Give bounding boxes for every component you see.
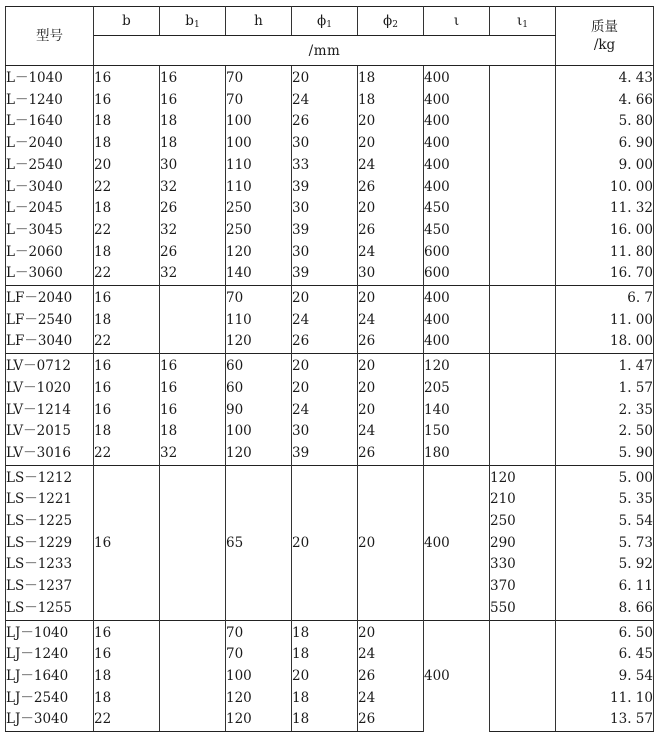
model-cell: LS－1221 bbox=[6, 489, 94, 511]
value-cell-b: 18 bbox=[94, 198, 160, 220]
value-cell-h: 140 bbox=[226, 263, 292, 285]
mass-cell: 1. 47 bbox=[556, 354, 654, 378]
shared-value-cell-phi1: 20 bbox=[292, 465, 358, 620]
value-cell-h: 120 bbox=[226, 688, 292, 710]
value-cell-b: 22 bbox=[94, 177, 160, 199]
value-cell-b1 bbox=[160, 709, 226, 731]
model-cell: L－3060 bbox=[6, 263, 94, 285]
value-cell-b1: 30 bbox=[160, 155, 226, 177]
value-cell-phi2: 26 bbox=[358, 220, 424, 242]
model-cell: LV－0712 bbox=[6, 354, 94, 378]
mass-cell: 6. 90 bbox=[556, 133, 654, 155]
group-lf bbox=[6, 286, 654, 354]
value-cell-l1: 290 bbox=[490, 533, 556, 555]
model-cell: LV－1020 bbox=[6, 378, 94, 400]
value-cell-b1: 18 bbox=[160, 133, 226, 155]
value-cell-phi1: 24 bbox=[292, 310, 358, 332]
table-row bbox=[6, 400, 654, 422]
mass-cell: 11. 80 bbox=[556, 242, 654, 264]
value-cell-l1 bbox=[490, 263, 556, 285]
table-row bbox=[6, 155, 654, 177]
value-cell-phi1: 18 bbox=[292, 620, 358, 644]
mass-cell: 11. 32 bbox=[556, 198, 654, 220]
mass-cell: 4. 66 bbox=[556, 90, 654, 112]
value-cell-phi1: 20 bbox=[292, 354, 358, 378]
value-cell-h: 60 bbox=[226, 378, 292, 400]
value-cell-h: 250 bbox=[226, 198, 292, 220]
table-row bbox=[6, 354, 654, 378]
value-cell-l1: 120 bbox=[490, 465, 556, 489]
value-cell-phi1: 24 bbox=[292, 90, 358, 112]
model-cell: LS－1255 bbox=[6, 598, 94, 620]
table-row bbox=[6, 666, 654, 688]
value-cell-l: 450 bbox=[424, 220, 490, 242]
param-header-h: h bbox=[226, 7, 292, 36]
value-cell-b: 22 bbox=[94, 331, 160, 353]
value-cell-h: 70 bbox=[226, 644, 292, 666]
mass-cell: 4. 43 bbox=[556, 66, 654, 90]
value-cell-l1 bbox=[490, 286, 556, 310]
mass-cell: 10. 00 bbox=[556, 177, 654, 199]
value-cell-phi2: 24 bbox=[358, 644, 424, 666]
model-cell: LJ－1640 bbox=[6, 666, 94, 688]
value-cell-phi2: 24 bbox=[358, 155, 424, 177]
value-cell-phi1: 20 bbox=[292, 286, 358, 310]
model-cell: LJ－2540 bbox=[6, 688, 94, 710]
value-cell-l1 bbox=[490, 378, 556, 400]
mass-cell: 2. 50 bbox=[556, 421, 654, 443]
value-cell-b: 22 bbox=[94, 220, 160, 242]
value-cell-b: 18 bbox=[94, 666, 160, 688]
model-cell: LS－1229 bbox=[6, 533, 94, 555]
model-cell: LJ－3040 bbox=[6, 709, 94, 731]
model-cell: LJ－1240 bbox=[6, 644, 94, 666]
value-cell-phi2: 20 bbox=[358, 133, 424, 155]
value-cell-b: 18 bbox=[94, 421, 160, 443]
value-cell-h: 120 bbox=[226, 331, 292, 353]
model-cell: LS－1233 bbox=[6, 554, 94, 576]
value-cell-b1: 16 bbox=[160, 66, 226, 90]
unit-header: /mm bbox=[94, 36, 556, 66]
value-cell-h: 60 bbox=[226, 354, 292, 378]
value-cell-b1: 32 bbox=[160, 263, 226, 285]
value-cell-phi1: 39 bbox=[292, 443, 358, 465]
value-cell-b1 bbox=[160, 331, 226, 353]
group-lv bbox=[6, 354, 654, 466]
value-cell-l: 400 bbox=[424, 286, 490, 310]
mass-cell: 9. 54 bbox=[556, 666, 654, 688]
value-cell-b: 20 bbox=[94, 155, 160, 177]
value-cell-l1 bbox=[490, 177, 556, 199]
mass-cell: 16. 70 bbox=[556, 263, 654, 285]
mass-cell: 6. 11 bbox=[556, 576, 654, 598]
value-cell-l: 205 bbox=[424, 378, 490, 400]
spec-table bbox=[5, 6, 654, 732]
value-cell-b1 bbox=[160, 310, 226, 332]
value-cell-phi1: 20 bbox=[292, 666, 358, 688]
value-cell-h: 100 bbox=[226, 133, 292, 155]
table-row bbox=[6, 709, 654, 731]
value-cell-l1 bbox=[490, 443, 556, 465]
value-cell-h: 120 bbox=[226, 242, 292, 264]
model-cell: LS－1225 bbox=[6, 511, 94, 533]
value-cell-phi1: 26 bbox=[292, 111, 358, 133]
value-cell-l1 bbox=[490, 400, 556, 422]
value-cell-l1 bbox=[490, 220, 556, 242]
value-cell-l: 180 bbox=[424, 443, 490, 465]
value-cell-b1: 18 bbox=[160, 111, 226, 133]
mass-column-header bbox=[556, 7, 654, 66]
value-cell-l: 400 bbox=[424, 331, 490, 353]
value-cell-b: 18 bbox=[94, 111, 160, 133]
value-cell-b1: 26 bbox=[160, 198, 226, 220]
value-cell-phi2: 20 bbox=[358, 620, 424, 644]
model-cell: LV－3016 bbox=[6, 443, 94, 465]
value-cell-phi2: 26 bbox=[358, 709, 424, 731]
value-cell-l: 600 bbox=[424, 263, 490, 285]
value-cell-b1: 16 bbox=[160, 400, 226, 422]
model-cell: LS－1237 bbox=[6, 576, 94, 598]
mass-cell: 11. 10 bbox=[556, 688, 654, 710]
value-cell-l1 bbox=[490, 620, 556, 644]
model-cell: LF－3040 bbox=[6, 331, 94, 353]
value-cell-l1: 330 bbox=[490, 554, 556, 576]
table-row bbox=[6, 465, 654, 489]
value-cell-h: 100 bbox=[226, 111, 292, 133]
mass-cell: 8. 66 bbox=[556, 598, 654, 620]
value-cell-phi1: 20 bbox=[292, 378, 358, 400]
value-cell-l: 120 bbox=[424, 354, 490, 378]
value-cell-phi2: 24 bbox=[358, 688, 424, 710]
value-cell-l1 bbox=[490, 66, 556, 90]
value-cell-phi2: 20 bbox=[358, 286, 424, 310]
mass-cell: 6. 7 bbox=[556, 286, 654, 310]
value-cell-b: 16 bbox=[94, 354, 160, 378]
model-cell: L－1240 bbox=[6, 90, 94, 112]
value-cell-phi2: 20 bbox=[358, 198, 424, 220]
value-cell-l1 bbox=[490, 133, 556, 155]
shared-value-cell-phi2: 20 bbox=[358, 465, 424, 620]
value-cell-b1: 16 bbox=[160, 378, 226, 400]
shared-value-cell-b1 bbox=[160, 465, 226, 620]
table-row bbox=[6, 331, 654, 353]
value-cell-l1 bbox=[490, 709, 556, 731]
mass-cell: 11. 00 bbox=[556, 310, 654, 332]
value-cell-phi1: 30 bbox=[292, 198, 358, 220]
group-ls bbox=[6, 465, 654, 620]
value-cell-b: 16 bbox=[94, 90, 160, 112]
table-row bbox=[6, 443, 654, 465]
group-l bbox=[6, 66, 654, 286]
value-cell-b: 22 bbox=[94, 263, 160, 285]
value-cell-phi1: 30 bbox=[292, 242, 358, 264]
model-cell: L－2060 bbox=[6, 242, 94, 264]
value-cell-l1 bbox=[490, 688, 556, 710]
model-cell: L－2045 bbox=[6, 198, 94, 220]
table-row bbox=[6, 198, 654, 220]
model-cell: L－1040 bbox=[6, 66, 94, 90]
table-row bbox=[6, 133, 654, 155]
value-cell-h: 250 bbox=[226, 220, 292, 242]
value-cell-h: 70 bbox=[226, 286, 292, 310]
value-cell-l1: 250 bbox=[490, 511, 556, 533]
value-cell-b1: 32 bbox=[160, 443, 226, 465]
table-header bbox=[6, 7, 654, 66]
value-cell-h: 100 bbox=[226, 666, 292, 688]
mass-cell: 1. 57 bbox=[556, 378, 654, 400]
value-cell-b1: 26 bbox=[160, 242, 226, 264]
value-cell-h: 120 bbox=[226, 443, 292, 465]
value-cell-b: 18 bbox=[94, 310, 160, 332]
mass-cell: 5. 00 bbox=[556, 465, 654, 489]
value-cell-l: 140 bbox=[424, 400, 490, 422]
value-cell-l1 bbox=[490, 331, 556, 353]
value-cell-phi1: 26 bbox=[292, 331, 358, 353]
value-cell-phi2: 18 bbox=[358, 90, 424, 112]
mass-cell: 5. 80 bbox=[556, 111, 654, 133]
value-cell-phi1: 33 bbox=[292, 155, 358, 177]
model-cell: L－3045 bbox=[6, 220, 94, 242]
value-cell-h: 70 bbox=[226, 620, 292, 644]
value-cell-phi1: 18 bbox=[292, 709, 358, 731]
value-cell-b1 bbox=[160, 620, 226, 644]
value-cell-phi2: 24 bbox=[358, 421, 424, 443]
value-cell-phi1: 18 bbox=[292, 644, 358, 666]
model-cell: L－3040 bbox=[6, 177, 94, 199]
mass-cell: 6. 45 bbox=[556, 644, 654, 666]
model-cell: LV－2015 bbox=[6, 421, 94, 443]
shared-value-cell-b: 16 bbox=[94, 465, 160, 620]
model-cell: LF－2540 bbox=[6, 310, 94, 332]
table-row bbox=[6, 286, 654, 310]
mass-cell: 9. 00 bbox=[556, 155, 654, 177]
value-cell-l1 bbox=[490, 242, 556, 264]
value-cell-b1 bbox=[160, 666, 226, 688]
model-cell: LF－2040 bbox=[6, 286, 94, 310]
table-row bbox=[6, 111, 654, 133]
mass-cell: 18. 00 bbox=[556, 331, 654, 353]
value-cell-h: 70 bbox=[226, 66, 292, 90]
value-cell-phi1: 24 bbox=[292, 400, 358, 422]
value-cell-phi2: 26 bbox=[358, 177, 424, 199]
value-cell-b: 16 bbox=[94, 378, 160, 400]
value-cell-phi1: 30 bbox=[292, 421, 358, 443]
mass-cell: 13. 57 bbox=[556, 709, 654, 731]
value-cell-b: 18 bbox=[94, 688, 160, 710]
table-row bbox=[6, 90, 654, 112]
value-cell-l: 150 bbox=[424, 421, 490, 443]
value-cell-h: 110 bbox=[226, 310, 292, 332]
value-cell-b: 22 bbox=[94, 709, 160, 731]
mass-header-label: 质量 bbox=[591, 19, 618, 35]
param-header-l1: $\iota_1$ bbox=[490, 7, 556, 36]
model-cell: L－2540 bbox=[6, 155, 94, 177]
value-cell-l: 600 bbox=[424, 242, 490, 264]
value-cell-b1: 18 bbox=[160, 421, 226, 443]
table-row bbox=[6, 263, 654, 285]
value-cell-phi2: 20 bbox=[358, 354, 424, 378]
value-cell-phi2: 26 bbox=[358, 666, 424, 688]
value-cell-h: 110 bbox=[226, 155, 292, 177]
param-header-l: ι bbox=[424, 7, 490, 36]
value-cell-b1: 16 bbox=[160, 354, 226, 378]
model-cell: LV－1214 bbox=[6, 400, 94, 422]
value-cell-b: 18 bbox=[94, 242, 160, 264]
value-cell-b: 16 bbox=[94, 400, 160, 422]
value-cell-phi2: 26 bbox=[358, 443, 424, 465]
value-cell-b: 16 bbox=[94, 66, 160, 90]
value-cell-h: 120 bbox=[226, 709, 292, 731]
table-row bbox=[6, 177, 654, 199]
value-cell-phi2: 24 bbox=[358, 242, 424, 264]
mass-cell: 5. 54 bbox=[556, 511, 654, 533]
value-cell-l: 400 bbox=[424, 155, 490, 177]
mass-cell: 2. 35 bbox=[556, 400, 654, 422]
table-row bbox=[6, 620, 654, 644]
value-cell-l1 bbox=[490, 90, 556, 112]
shared-value-cell-l: 400 bbox=[424, 620, 490, 732]
value-cell-h: 100 bbox=[226, 421, 292, 443]
group-lj bbox=[6, 620, 654, 732]
value-cell-l1 bbox=[490, 198, 556, 220]
value-cell-phi1: 20 bbox=[292, 66, 358, 90]
value-cell-phi2: 20 bbox=[358, 378, 424, 400]
model-cell: LS－1212 bbox=[6, 465, 94, 489]
value-cell-b: 16 bbox=[94, 620, 160, 644]
value-cell-h: 70 bbox=[226, 90, 292, 112]
table-row bbox=[6, 220, 654, 242]
value-cell-l: 400 bbox=[424, 310, 490, 332]
value-cell-l1: 370 bbox=[490, 576, 556, 598]
param-header-phi2: $\phi_2$ bbox=[358, 7, 424, 36]
value-cell-phi1: 39 bbox=[292, 220, 358, 242]
table-row bbox=[6, 378, 654, 400]
value-cell-b: 16 bbox=[94, 644, 160, 666]
value-cell-b: 16 bbox=[94, 286, 160, 310]
param-header-b1: $b_1$ bbox=[160, 7, 226, 36]
table-row bbox=[6, 66, 654, 90]
value-cell-l: 450 bbox=[424, 198, 490, 220]
value-cell-phi1: 39 bbox=[292, 177, 358, 199]
model-cell: L－2040 bbox=[6, 133, 94, 155]
value-cell-l1 bbox=[490, 111, 556, 133]
table-row bbox=[6, 310, 654, 332]
model-cell: L－1640 bbox=[6, 111, 94, 133]
value-cell-phi1: 39 bbox=[292, 263, 358, 285]
table-row bbox=[6, 421, 654, 443]
param-header-phi1: $\phi_1$ bbox=[292, 7, 358, 36]
value-cell-b1 bbox=[160, 644, 226, 666]
mass-cell: 5. 92 bbox=[556, 554, 654, 576]
value-cell-phi2: 24 bbox=[358, 310, 424, 332]
table-row bbox=[6, 688, 654, 710]
value-cell-phi1: 30 bbox=[292, 133, 358, 155]
value-cell-phi2: 26 bbox=[358, 331, 424, 353]
value-cell-l1 bbox=[490, 666, 556, 688]
value-cell-l1 bbox=[490, 155, 556, 177]
value-cell-b: 22 bbox=[94, 443, 160, 465]
value-cell-l1: 550 bbox=[490, 598, 556, 620]
mass-cell: 16. 00 bbox=[556, 220, 654, 242]
value-cell-b1 bbox=[160, 688, 226, 710]
value-cell-l: 400 bbox=[424, 90, 490, 112]
value-cell-phi2: 20 bbox=[358, 400, 424, 422]
mass-cell: 5. 90 bbox=[556, 443, 654, 465]
value-cell-b1: 16 bbox=[160, 90, 226, 112]
mass-cell: 6. 50 bbox=[556, 620, 654, 644]
value-cell-l: 400 bbox=[424, 177, 490, 199]
value-cell-phi2: 20 bbox=[358, 111, 424, 133]
value-cell-l1: 210 bbox=[490, 489, 556, 511]
value-cell-l: 400 bbox=[424, 111, 490, 133]
value-cell-l: 400 bbox=[424, 133, 490, 155]
value-cell-l1 bbox=[490, 644, 556, 666]
value-cell-phi1: 18 bbox=[292, 688, 358, 710]
param-header-b: b bbox=[94, 7, 160, 36]
model-cell: LJ－1040 bbox=[6, 620, 94, 644]
mass-header-unit: /kg bbox=[593, 37, 616, 53]
value-cell-l: 400 bbox=[424, 66, 490, 90]
table-row bbox=[6, 242, 654, 264]
value-cell-h: 90 bbox=[226, 400, 292, 422]
value-cell-l1 bbox=[490, 421, 556, 443]
value-cell-b: 18 bbox=[94, 133, 160, 155]
model-column-header: 型号 bbox=[6, 7, 94, 66]
value-cell-b1 bbox=[160, 286, 226, 310]
value-cell-b1: 32 bbox=[160, 220, 226, 242]
table-row bbox=[6, 644, 654, 666]
value-cell-h: 110 bbox=[226, 177, 292, 199]
value-cell-l1 bbox=[490, 354, 556, 378]
value-cell-b1: 32 bbox=[160, 177, 226, 199]
value-cell-l1 bbox=[490, 310, 556, 332]
value-cell-phi2: 18 bbox=[358, 66, 424, 90]
mass-cell: 5. 35 bbox=[556, 489, 654, 511]
value-cell-phi2: 30 bbox=[358, 263, 424, 285]
shared-value-cell-h: 65 bbox=[226, 465, 292, 620]
shared-value-cell-l: 400 bbox=[424, 465, 490, 620]
mass-cell: 5. 73 bbox=[556, 533, 654, 555]
